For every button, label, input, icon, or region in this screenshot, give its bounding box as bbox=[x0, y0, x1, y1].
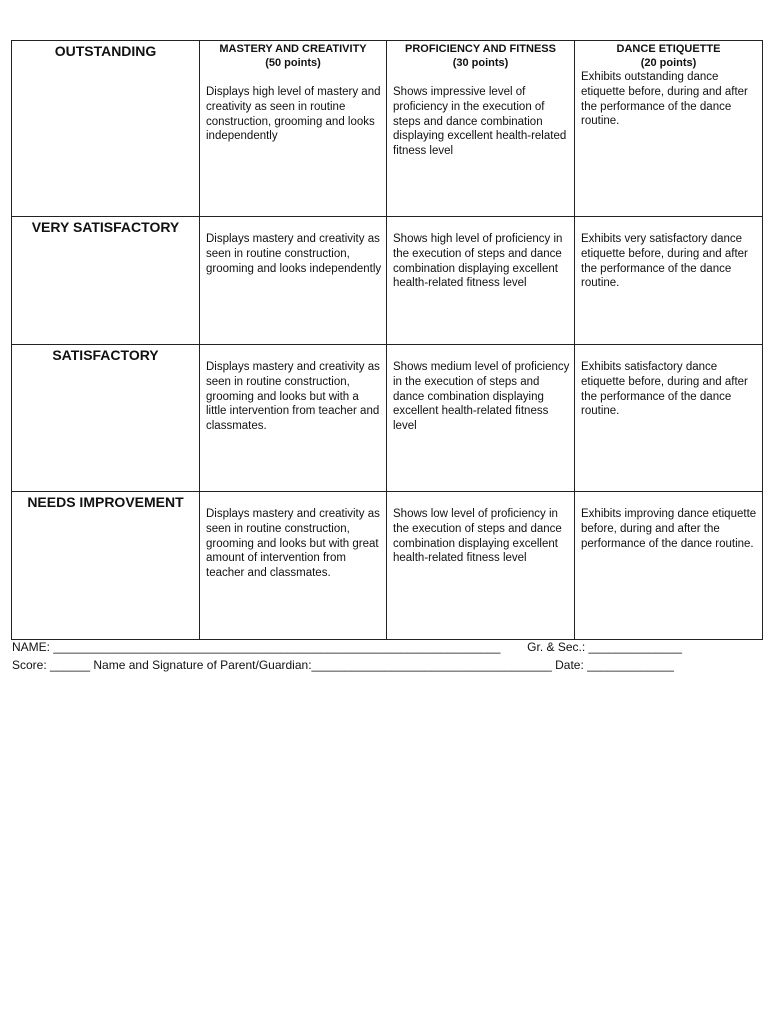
descriptor-text: Shows low level of proficiency in the execution of steps and dance combination displaying excellent health-related fitness level bbox=[393, 508, 562, 565]
level-cell bbox=[12, 345, 200, 492]
criteria-cell bbox=[575, 492, 763, 640]
level-cell bbox=[12, 41, 200, 217]
score-signature-date-line: Score: ______ Name and Signature of Parent/Guardian:____________________________________ Date: _____________ bbox=[12, 658, 674, 672]
level-cell bbox=[12, 217, 200, 345]
rubric-table bbox=[11, 40, 763, 640]
descriptor-text: Shows medium level of proficiency in the execution of steps and dance combination displaying excellent health-related fitness level bbox=[393, 361, 570, 433]
column-header: MASTERY AND CREATIVITY (50 points) bbox=[219, 43, 367, 69]
rubric-row-satisfactory bbox=[12, 345, 763, 492]
rubric-row-very-satisfactory bbox=[12, 217, 763, 345]
descriptor-text: Exhibits outstanding dance etiquette before, during and after the performance of the dance routine. bbox=[581, 71, 748, 128]
level-label: OUTSTANDING bbox=[54, 43, 157, 59]
column-header: DANCE ETIQUETTE (20 points) bbox=[616, 43, 721, 69]
criteria-cell bbox=[575, 345, 763, 492]
descriptor-text: Exhibits very satisfactory dance etiquette before, during and after the performance of the dance routine. bbox=[581, 233, 748, 290]
level-label: VERY SATISFACTORY bbox=[31, 219, 180, 235]
descriptor-text: Displays mastery and creativity as seen in routine construction, grooming and looks independently bbox=[206, 233, 382, 275]
rubric-row-outstanding bbox=[12, 41, 763, 217]
criteria-cell bbox=[200, 41, 387, 217]
criteria-cell bbox=[387, 492, 575, 640]
descriptor-text: Shows high level of proficiency in the execution of steps and dance combination displaying excellent health-related fitness level bbox=[393, 233, 563, 290]
criteria-cell bbox=[200, 492, 387, 640]
descriptor-text: Shows impressive level of proficiency in the execution of steps and dance combination displaying excellent health-related fitness level bbox=[393, 86, 567, 158]
rubric-row-needs-improvement bbox=[12, 492, 763, 640]
descriptor-text: Displays high level of mastery and creativity as seen in routine construction, grooming and looks independently bbox=[206, 86, 381, 143]
level-label: NEEDS IMPROVEMENT bbox=[27, 494, 184, 510]
level-cell bbox=[12, 492, 200, 640]
criteria-cell bbox=[575, 217, 763, 345]
criteria-cell bbox=[387, 217, 575, 345]
column-header: PROFICIENCY AND FITNESS (30 points) bbox=[405, 43, 556, 69]
descriptor-text: Displays mastery and creativity as seen in routine construction, grooming and looks but with great amount of intervention from teacher and classmates. bbox=[206, 508, 380, 580]
criteria-cell bbox=[575, 41, 763, 217]
level-label: SATISFACTORY bbox=[52, 347, 159, 363]
criteria-cell bbox=[387, 345, 575, 492]
criteria-cell bbox=[387, 41, 575, 217]
descriptor-text: Exhibits satisfactory dance etiquette before, during and after the performance of the dance routine. bbox=[581, 361, 748, 418]
criteria-cell bbox=[200, 345, 387, 492]
name-section-line: NAME: ___________________________________________________________________ Gr. & Sec.: ______________ bbox=[12, 640, 682, 654]
descriptor-text: Exhibits improving dance etiquette before, during and after the performance of the dance routine. bbox=[581, 508, 757, 550]
criteria-cell bbox=[200, 217, 387, 345]
descriptor-text: Displays mastery and creativity as seen in routine construction, grooming and looks but with a little intervention from teacher and classmates. bbox=[206, 361, 380, 433]
